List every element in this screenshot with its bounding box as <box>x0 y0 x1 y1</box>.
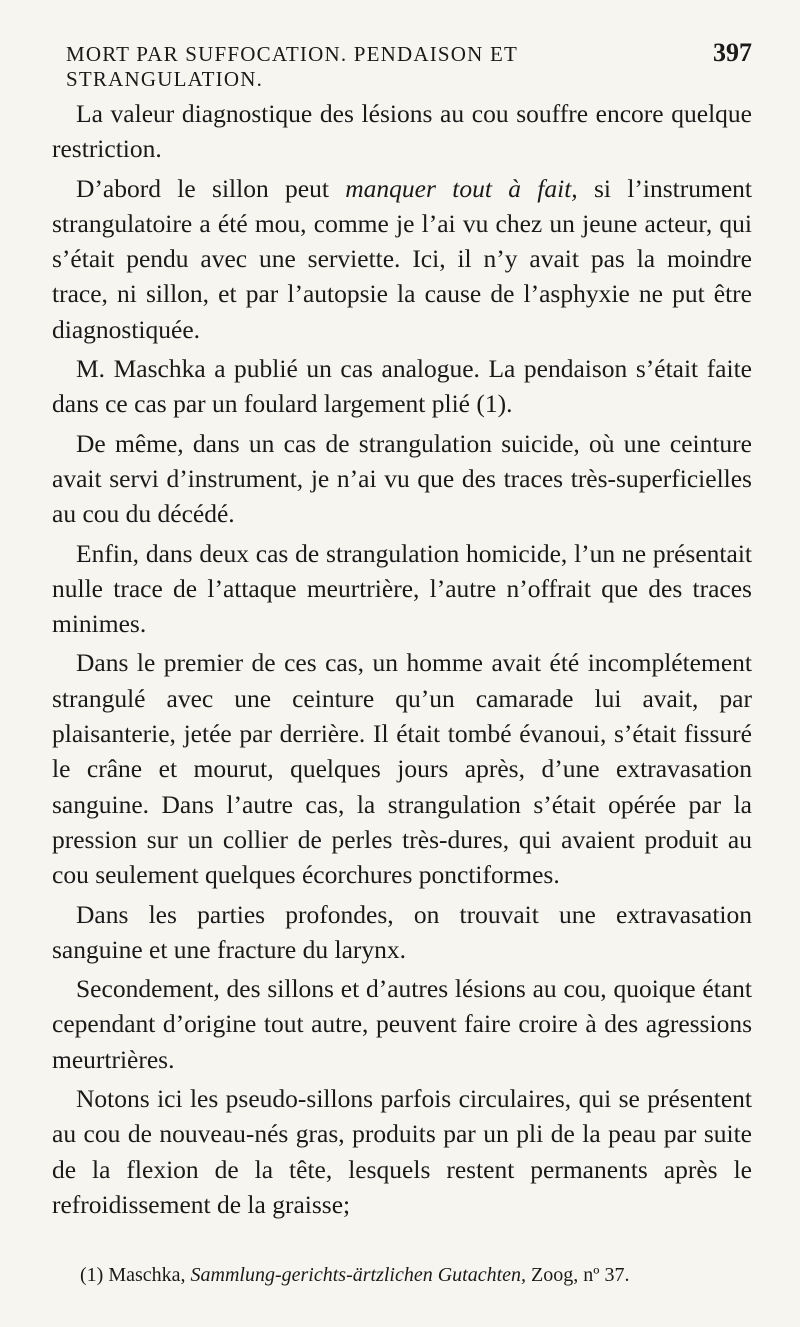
paragraph-text: Enfin, dans deux cas de strangulation homicide, l’un ne présentait nulle trace de l’attaque meurtrière, l’autre n’offrait que des traces minimes. <box>52 538 752 639</box>
paragraph-text: M. Maschka a publié un cas analogue. La pendaison s’était faite dans ce cas par un foulard largement plié (1). <box>52 354 752 419</box>
footnote-title: Sammlung-gerichts-ärtzlichen Gutachten, <box>190 1264 527 1286</box>
paragraph-text: si l’instrument strangulatoire a été mou, comme je l’ai vu chez un jeune acteur, qui s’était pendu avec une serviette. Ici, il n’y avait pas la moindre trace, ni sillon, et par l’autopsie la cause de l’asphyxie ne put être diagnostiquée. <box>52 173 752 344</box>
footnote-rest: Zoog, nº 37. <box>531 1264 630 1286</box>
paragraph <box>52 645 752 892</box>
paragraph <box>52 971 752 1077</box>
page-number: 397 <box>713 38 752 67</box>
paragraph <box>52 171 752 347</box>
paragraph-text: Dans les parties profondes, on trouvait une extravasation sanguine et une fracture du larynx. <box>52 899 752 964</box>
running-header <box>52 38 752 92</box>
paragraph-text: Secondement, des sillons et d’autres lésions au cou, quoique étant cependant d’origine tout autre, peuvent faire croire à des agressions meurtrières. <box>52 974 752 1074</box>
paragraph <box>52 351 752 422</box>
paragraph <box>52 536 752 642</box>
paragraph-text: Notons ici les pseudo-sillons parfois circulaires, qui se présentent au cou de nouveau-nés gras, produits par un pli de la peau par suite de la flexion de la tête, lesquels restent permanents après le refroidissement de la graisse; <box>52 1084 752 1219</box>
paragraph-text: Dans le premier de ces cas, un homme avait été incomplétement strangulé avec une ceinture qu’un camarade lui avait, par plaisanterie, jetée par derrière. Il était tombé évanoui, s’était fissuré le crâne et mourut, quelques jours après, d’une extravasation sanguine. Dans l’autre cas, la strangulation s’était opérée par la pression sur un collier de perles très-dures, qui avaient produit au cou seulement quelques écorchures ponctiformes. <box>52 648 752 890</box>
body-text <box>52 96 752 1222</box>
paragraph-text: D’abord le sillon peut <box>76 173 346 203</box>
paragraph <box>52 897 752 968</box>
paragraph <box>52 1081 752 1222</box>
paragraph-text: De même, dans un cas de strangulation suicide, où une ceinture avait servi d’instrument, je n’ai vu que des traces très-superficielles au cou du décédé. <box>52 428 752 529</box>
paragraph <box>52 426 752 532</box>
paragraph-text: La valeur diagnostique des lésions au cou souffre encore quelque restriction. <box>52 99 752 164</box>
running-title: MORT PAR SUFFOCATION. PENDAISON ET STRANGULATION. <box>66 42 518 91</box>
emphasis-text: manquer tout à fait, <box>345 173 578 203</box>
footnote-marker: (1) <box>80 1264 104 1286</box>
footnote-author: Maschka, <box>108 1264 186 1286</box>
paragraph <box>52 96 752 167</box>
footnote <box>80 1262 752 1288</box>
